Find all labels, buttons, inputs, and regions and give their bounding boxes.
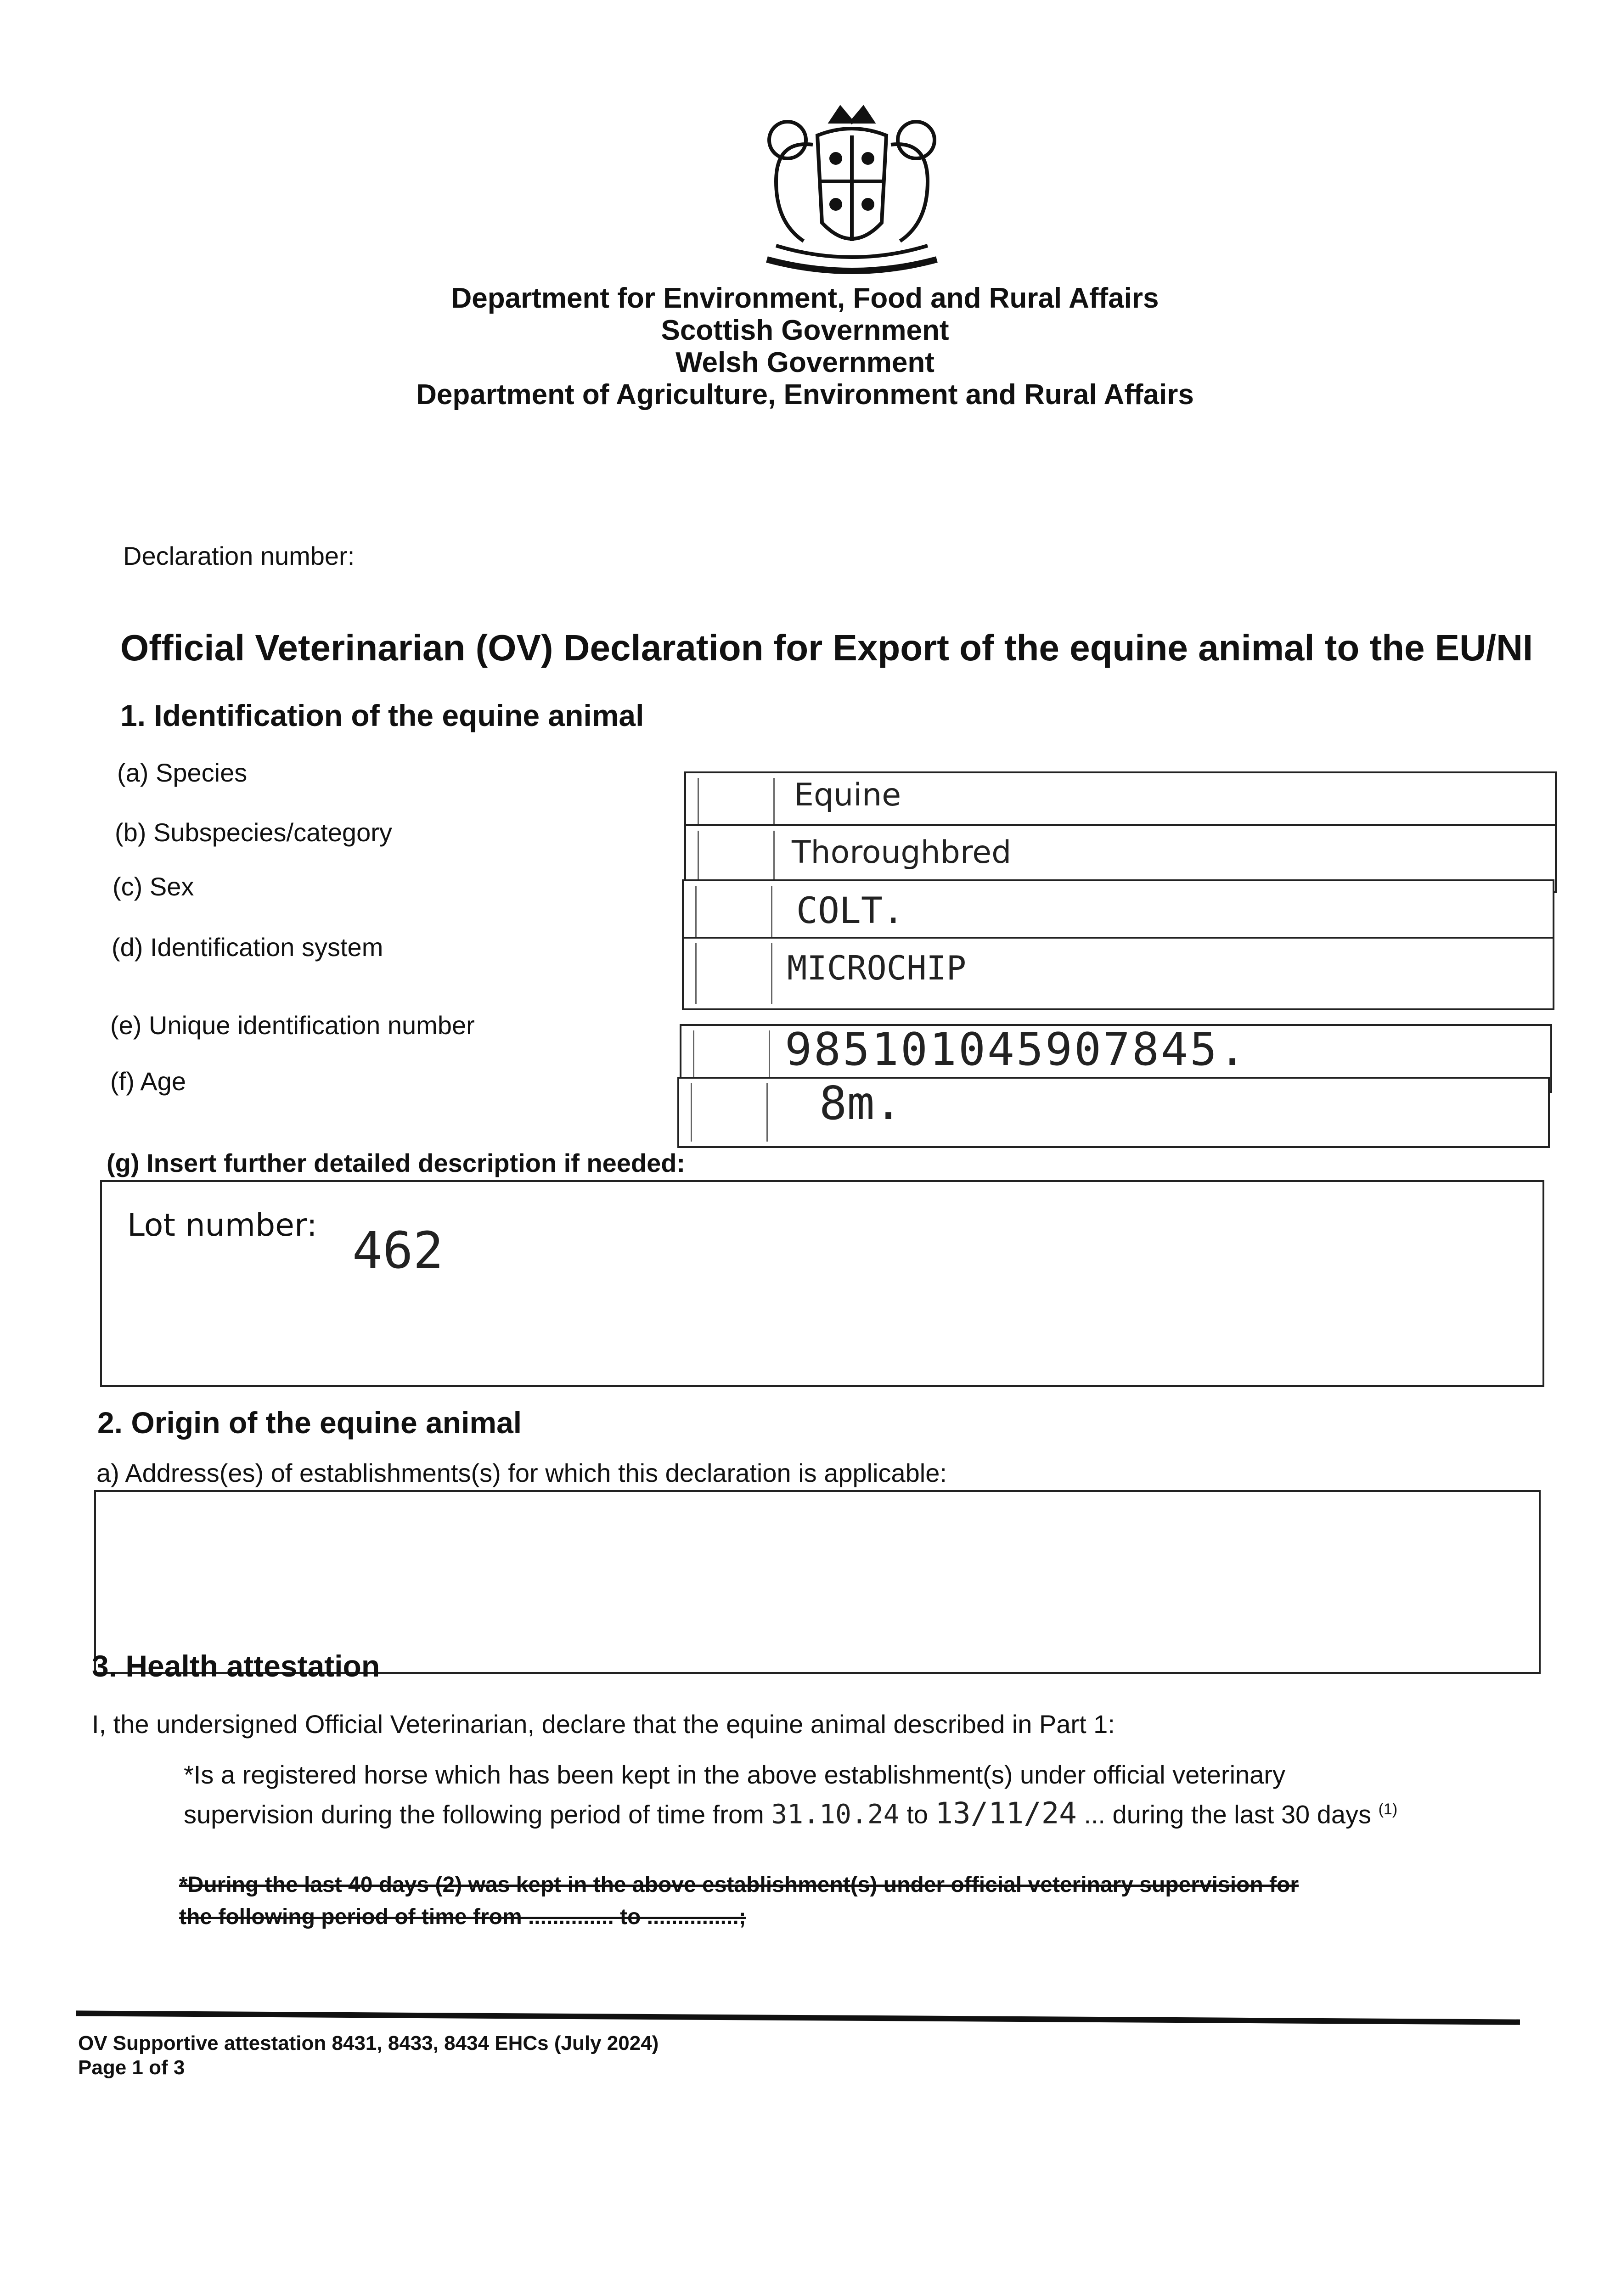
identification-system-label: (d) Identification system (112, 933, 383, 962)
identification-system-field[interactable] (682, 937, 1554, 1010)
department-line-scottish: Scottish Government (661, 315, 949, 346)
section2-heading: 2. Origin of the equine animal (97, 1406, 522, 1440)
field-tick (771, 886, 772, 942)
subspecies-value: Thoroughbred (792, 834, 1012, 871)
attestation-option1-line2-end: ... during the last 30 days (1084, 1800, 1372, 1829)
address-label: a) Address(es) of establishments(s) for which this declaration is applicable: (96, 1458, 947, 1487)
royal-coat-of-arms-icon (749, 103, 955, 282)
section1-heading: 1. Identification of the equine animal (120, 698, 644, 732)
further-description-label: (g) Insert further detailed description if needed: (107, 1148, 686, 1177)
sex-value: COLT. (796, 890, 904, 932)
identification-system-value: MICROCHIP (787, 949, 967, 987)
unique-id-value: 985101045907845. (785, 1024, 1248, 1076)
lot-number-value: 462 (352, 1221, 444, 1280)
footer-divider (76, 2010, 1520, 2025)
further-description-box[interactable] (100, 1180, 1544, 1387)
species-value: Equine (794, 777, 901, 813)
footer-page-number: Page 1 of 3 (78, 2056, 185, 2079)
declaration-number-label: Declaration number: (123, 541, 355, 570)
field-tick (695, 886, 697, 942)
age-label: (f) Age (110, 1067, 186, 1096)
section3-heading: 3. Health attestation (92, 1649, 380, 1683)
footnote-1: (1) (1378, 1801, 1398, 1818)
attestation-option1-line2 (184, 1793, 1397, 1831)
field-tick (771, 943, 772, 1004)
field-tick (698, 831, 699, 887)
field-tick (698, 778, 699, 832)
subspecies-label: (b) Subspecies/category (115, 818, 392, 847)
to-word: to (906, 1800, 928, 1829)
department-line-defra: Department for Environment, Food and Rural Affairs (451, 282, 1159, 314)
from-date-value: 31.10.24 (771, 1798, 900, 1830)
field-tick (773, 831, 775, 887)
department-line-daera: Department of Agriculture, Environment and Rural Affairs (416, 379, 1194, 411)
field-tick (773, 778, 775, 832)
to-date-value: 13/11/24 (935, 1796, 1077, 1831)
attestation-option2-line1-struck: *During the last 40 days (2) was kept in the above establishment(s) under official veterinary supervision for (179, 1873, 1299, 1897)
attestation-intro: I, the undersigned Official Veterinarian, declare that the equine animal described in Part 1: (92, 1710, 1115, 1739)
age-value: 8m. (819, 1076, 902, 1130)
department-line-welsh: Welsh Government (676, 347, 934, 378)
age-field[interactable] (677, 1077, 1550, 1148)
lot-number-label: Lot number: (127, 1207, 317, 1244)
address-box[interactable] (94, 1490, 1541, 1674)
species-label: (a) Species (117, 758, 248, 787)
sex-label: (c) Sex (113, 872, 194, 901)
footer-attestation-line: OV Supportive attestation 8431, 8433, 8434 EHCs (July 2024) (78, 2032, 659, 2054)
attestation-option2-line2-struck: the following period of time from .............. to ...............; (179, 1905, 746, 1929)
attestation-option1-line1: *Is a registered horse which has been kept in the above establishment(s) under official veterinary (184, 1760, 1285, 1789)
field-tick (766, 1083, 768, 1142)
attestation-option1-line2-text: supervision during the following period of time from (184, 1800, 764, 1829)
unique-id-label: (e) Unique identification number (110, 1011, 475, 1040)
field-tick (691, 1083, 692, 1142)
page-title: Official Veterinarian (OV) Declaration for Export of the equine animal to the EU/NI (120, 627, 1533, 668)
field-tick (695, 943, 697, 1004)
